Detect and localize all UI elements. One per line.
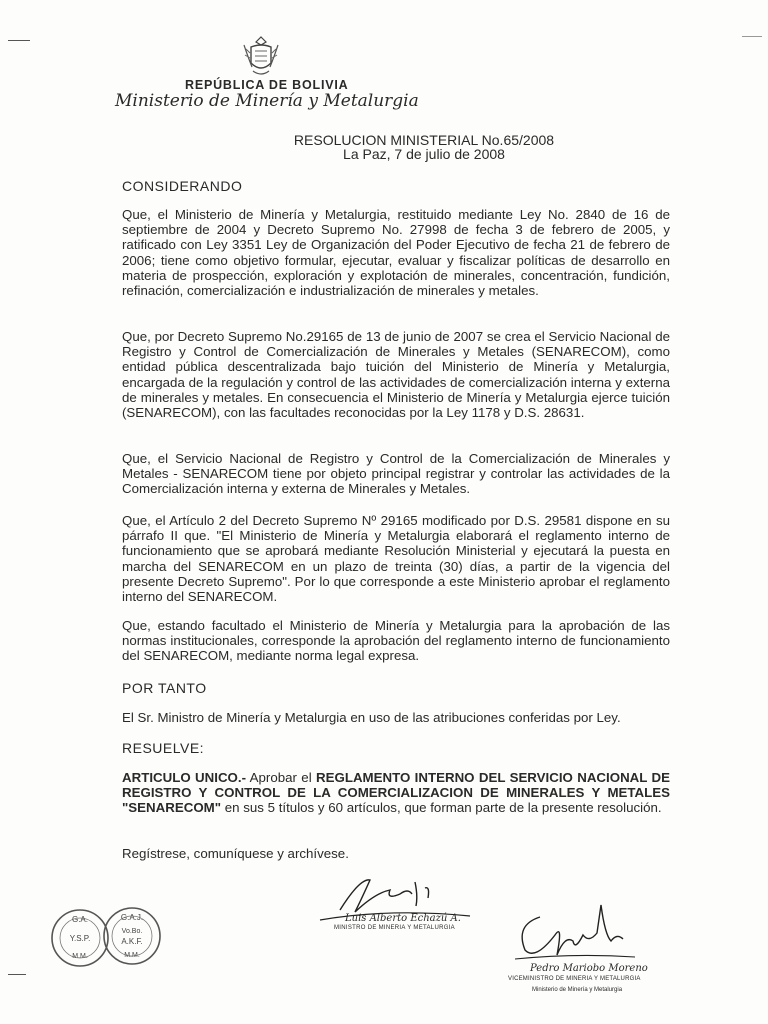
resolution-date: La Paz, 7 de julio de 2008 bbox=[343, 146, 505, 162]
stamp-left-top: G.A. bbox=[71, 915, 89, 924]
articulo-rest: en sus 5 títulos y 60 artículos, que forman parte de la presente resolución. bbox=[224, 800, 662, 816]
resolution-title: RESOLUCION MINISTERIAL No.65/2008 bbox=[293, 132, 555, 148]
heading-resuelve: RESUELVE: bbox=[122, 740, 205, 756]
articulo-label: ARTICULO UNICO.- bbox=[122, 770, 247, 785]
closing-line: Regístrese, comuníquese y archívese. bbox=[122, 846, 349, 861]
paragraph-2: Que, por Decreto Supremo No.29165 de 13 de junio de 2007 se crea el Servicio Nacional de Registro y Control de Comercialización de Minerales y Metales (SENARECOM), como entidad pública descentralizada bajo tuición del Ministerio de Minería y Metalurgia, encargada de la regulación y control de las actividades de comercialización interna y externa de minerales y metales. En consecuencia el Ministerio de Minería y Metalurgia ejerce tuición (SENARECOM), con las facultades reconocidas por la Ley 1178 y D.S. 28631. bbox=[122, 329, 670, 421]
paragraph-1: Que, el Ministerio de Minería y Metalurgia, restituido mediante Ley No. 2840 de 16 de septiembre de 2004 y Decreto Supremo No. 27998 de fecha 3 de febrero de 2005, y ratificado con Ley 3351 Ley de Organización del Poder Ejecutivo de fecha 21 de febrero de 2006; tiene como objetivo formular, ejecutar, evaluar y fiscalizar políticas de desarrollo en materia de prospección, exploración y explotación de minerales, concentración, fundición, refinación, comercialización e industrialización de minerales y metales. bbox=[122, 207, 670, 299]
official-stamps-icon bbox=[48, 900, 166, 972]
paragraph-3: Que, el Servicio Nacional de Registro y Control de la Comercialización de Minerales y Metales - SENARECOM tiene por objeto principal registrar y controlar las actividades de la Comercialización interna y externa de Minerales y Metales. bbox=[122, 451, 670, 497]
stamp-right-middle2: A.K.F. bbox=[121, 937, 143, 946]
minister-name: Luis Alberto Echazú A. bbox=[345, 913, 461, 924]
viceminister-ministry: Ministerio de Minería y Metalurgia bbox=[532, 987, 623, 993]
articulo-reglamento: REGLAMENTO INTERNO DEL SERVICIO NACIONAL DE REGISTRO Y CONTROL DE LA COMERCIALIZACION DE MINERALES Y METALES "SENARECOM" bbox=[122, 770, 670, 816]
articulo-unico bbox=[122, 770, 670, 816]
stamp-right-top: G.A.J. bbox=[120, 913, 144, 922]
paragraph-5: Que, estando facultado el Ministerio de Minería y Metalurgia para la aprobación de las normas institucionales, corresponde la aprobación del reglamento interno de funcionamiento del SENARECOM, mediante norma legal expresa. bbox=[122, 618, 670, 664]
viceminister-role: VICEMINISTRO DE MINERIA Y METALURGIA bbox=[508, 976, 641, 982]
coat-of-arms-icon bbox=[240, 33, 282, 79]
stamp-right-bottom: M.M. bbox=[124, 952, 140, 959]
heading-considerando: CONSIDERANDO bbox=[122, 178, 243, 194]
scan-mark-top-left bbox=[8, 40, 30, 41]
republic-header: REPÚBLICA DE BOLIVIA bbox=[185, 78, 349, 92]
stamp-left-middle: Y.S.P. bbox=[69, 934, 91, 943]
minister-role: MINISTRO DE MINERIA Y METALURGIA bbox=[334, 925, 455, 931]
paragraph-6: El Sr. Ministro de Minería y Metalurgia en uso de las atribuciones conferidas por Ley. bbox=[122, 710, 621, 725]
stamp-left-bottom: M.M. bbox=[72, 953, 88, 960]
paragraph-4: Que, el Artículo 2 del Decreto Supremo Nº 29165 modificado por D.S. 29581 dispone en su párrafo II que. "El Ministerio de Minería y Metalurgia elaborará el reglamento interno de funcionamiento que se aprobará mediante Resolución Ministerial y ejecutará la puesta en marcha del SENARECOM en un plazo de treinta (30) días, a partir de la vigencia del presente Decreto Supremo". Por lo que corresponde a este Ministerio aprobar el reglamento interno del SENARECOM. bbox=[122, 513, 670, 605]
stamp-right-middle1: Vo.Bo. bbox=[121, 928, 143, 935]
scan-mark-bottom-left bbox=[8, 974, 26, 975]
heading-por-tanto: POR TANTO bbox=[122, 680, 207, 696]
ministry-header: Ministerio de Minería y Metalurgia bbox=[115, 91, 419, 111]
articulo-verb: Aprobar el bbox=[249, 770, 312, 785]
scan-mark-top-right bbox=[742, 36, 762, 37]
viceminister-name: Pedro Mariobo Moreno bbox=[530, 963, 648, 974]
